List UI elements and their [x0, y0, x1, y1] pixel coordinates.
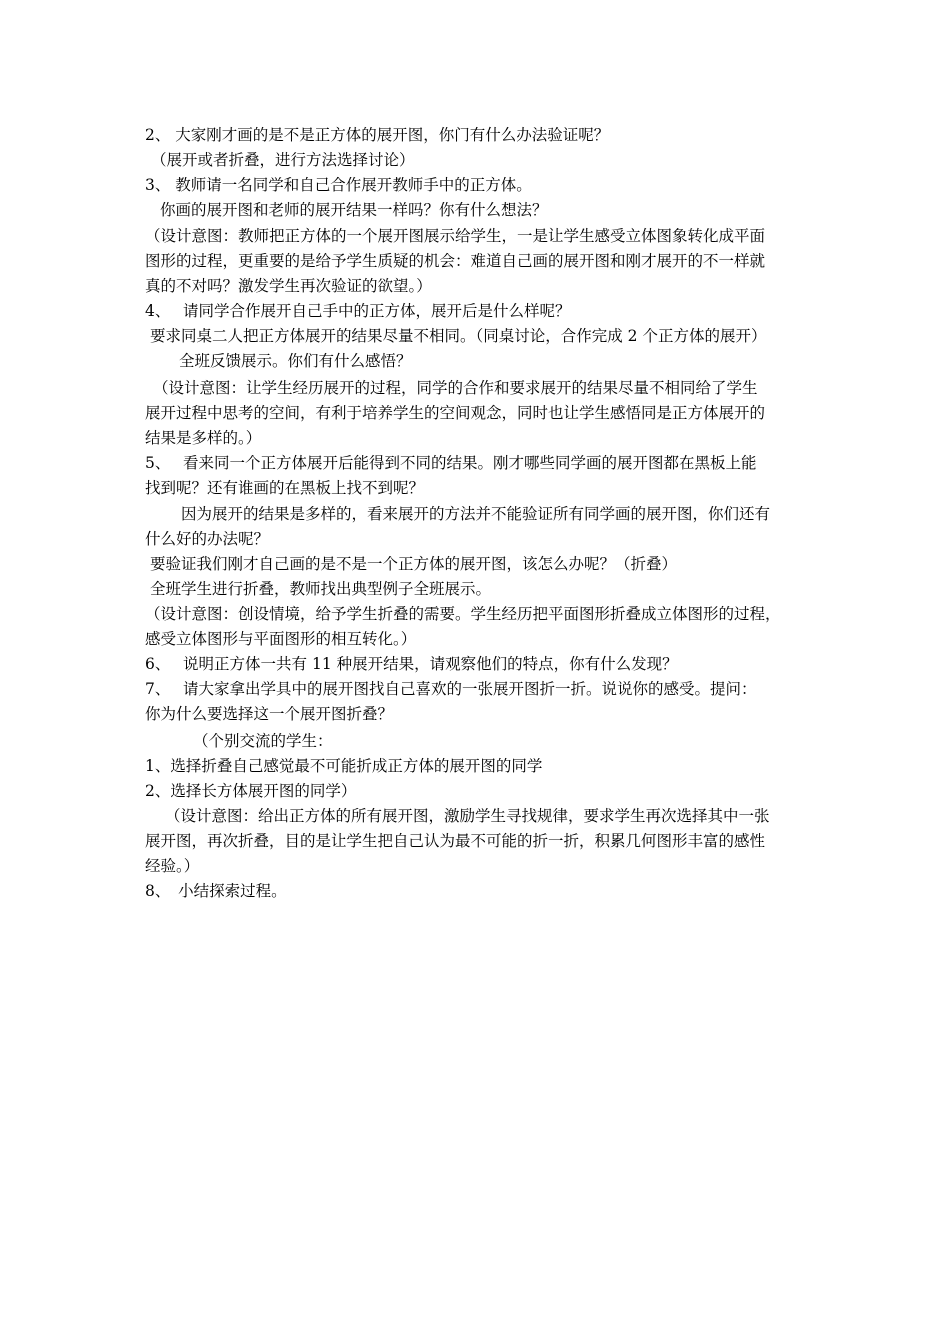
line-question: 你画的展开图和老师的展开结果一样吗？你有什么想法？	[160, 201, 548, 219]
line-method-choice: （展开或者折叠，进行方法选择讨论）	[151, 151, 415, 169]
line-class-fold: 全班学生进行折叠，教师找出典型例子全班展示。	[150, 580, 492, 598]
line-exchange-2: 2、选择长方体展开图的同学）	[145, 782, 357, 800]
line-feedback: 全班反馈展示。你们有什么感悟？	[179, 352, 412, 370]
line-paragraph-a: 因为展开的结果是多样的，看来展开的方法并不能验证所有同学画的展开图，你们还有	[181, 505, 771, 523]
line-item-5: 5、 看来同一个正方体展开后能得到不同的结果。刚才哪些同学画的展开图都在黑板上能	[145, 454, 757, 472]
line-design-intent-4c: 经验。）	[145, 857, 200, 875]
line-item-8: 8、 小结探索过程。	[145, 882, 287, 900]
line-item-4: 4、 请同学合作展开自己手中的正方体，展开后是什么样呢？	[145, 302, 571, 320]
line-exchange: （个别交流的学生：	[193, 732, 333, 750]
line-exchange-1: 1、选择折叠自己感觉最不可能折成正方体的展开图的同学	[145, 757, 543, 775]
line-item-6: 6、 说明正方体一共有 11 种展开结果，请观察他们的特点，你有什么发现？	[145, 655, 678, 673]
line-design-intent-2b: 展开过程中思考的空间，有利于培养学生的空间观念，同时也让学生感悟同是正方体展开的	[145, 404, 766, 422]
line-paragraph-b: 什么好的办法呢？	[145, 530, 270, 548]
line-item-5-cont: 找到呢？还有谁画的在黑板上找不到呢？	[145, 479, 425, 497]
line-verify-question: 要验证我们刚才自己画的是不是一个正方体的展开图，该怎么办呢？（折叠）	[150, 555, 678, 573]
line-design-intent-3b: 感受立体图形与平面图形的相互转化。）	[145, 630, 417, 648]
line-item-7-cont: 你为什么要选择这一个展开图折叠？	[145, 705, 394, 723]
line-design-intent-1a: （设计意图：教师把正方体的一个展开图展示给学生，一是让学生感受立体图象转化成平面	[145, 227, 766, 245]
line-design-intent-2c: 结果是多样的。）	[145, 429, 262, 447]
line-item-2: 2、 大家刚才画的是不是正方体的展开图，你门有什么办法验证呢？	[145, 126, 610, 144]
line-design-intent-1c: 真的不对吗？激发学生再次验证的欲望。）	[145, 277, 432, 295]
line-item-7: 7、 请大家拿出学具中的展开图找自己喜欢的一张展开图折一折。说说你的感受。提问：	[145, 680, 757, 698]
line-requirement: 要求同桌二人把正方体展开的结果尽量不相同。（同桌讨论，合作完成 2 个正方体的展开）	[150, 327, 767, 345]
line-design-intent-4b: 展开图，再次折叠，目的是让学生把自己认为最不可能的折一折，积累几何图形丰富的感性	[145, 832, 766, 850]
line-design-intent-3a: （设计意图：创设情境，给予学生折叠的需要。学生经历把平面图形折叠成立体图形的过程，	[145, 605, 781, 623]
line-design-intent-1b: 图形的过程，更重要的是给予学生质疑的机会：难道自己画的展开图和刚才展开的不一样就	[145, 252, 766, 270]
line-design-intent-4a: （设计意图：给出正方体的所有展开图，激励学生寻找规律，要求学生再次选择其中一张	[165, 807, 770, 825]
line-item-3: 3、 教师请一名同学和自己合作展开教师手中的正方体。	[145, 176, 532, 194]
line-design-intent-2a: （设计意图：让学生经历展开的过程，同学的合作和要求展开的结果尽量不相同给了学生	[153, 379, 758, 397]
